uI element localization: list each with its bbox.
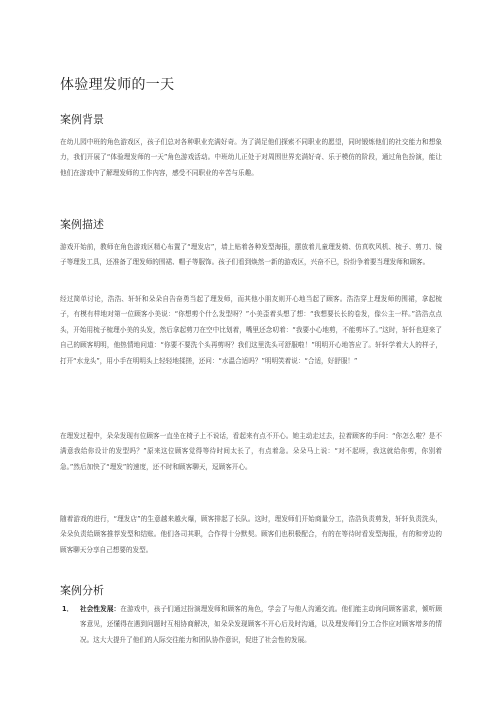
paragraph-description-2: 经过简单讨论，浩浩、轩轩和朵朵自告奋勇当起了理发师，而其他小朋友则开心地当起了顾客。浩浩穿上理发师的围裙，拿起梳子，有模有样地对第一位顾客小美说：“你想剪个什么发型呀？”小美歪着头想了想：“我想要长长的卷发，像公主一样。”浩浩点点头，开始用梳子梳理小美的头发，然后拿起剪刀在空中比划着，嘴里还念叨着：“我要小心地剪，不能剪坏了。”这时，轩轩也迎来了自己的顾客明明，他热情地问道：“你要不要洗个头再剪呀？我们这里洗头可舒服啦！”明明开心地答应了。轩轩学着大人的样子，打开“水龙头”，用小手在明明头上轻轻地揉搓，还问：“水温合适吗？”明明笑着说：“合适，好舒服！” (60, 295, 442, 365)
page-title: 体验理发师的一天 (60, 77, 175, 93)
paragraph-background: 在幼儿园中班的角色游戏区，孩子们总对各种职业充满好奇。为了满足他们探索不同职业的愿望，同时锻炼他们的社交能力和想象力，我们开展了“体验理发师的一天”角色游戏活动。中班幼儿正处于对周围世界充满好奇、乐于模仿的阶段，通过角色扮演，能让他们在游戏中了解理发师的工作内容，感受不同职业的辛苦与乐趣。 (60, 138, 442, 177)
list-item-text: 在游戏中，孩子们通过扮演理发师和顾客的角色，学会了与他人沟通交流。他们能主动询问顾客需求，倾听顾客意见，还懂得在遇到问题时互相协商解决，如朵朵发现顾客不开心后及时沟通，以及理发师们分工合作应对顾客增多的情况。这大大提升了他们的人际交往能力和团队协作意识，促进了社会性的发展。 (80, 605, 442, 644)
list-item-number: 1． (62, 605, 74, 613)
section-heading-analysis: 案例分析 (60, 584, 104, 597)
section-heading-background: 案例背景 (60, 113, 104, 126)
analysis-list (60, 602, 442, 648)
section-heading-description: 案例描述 (60, 218, 104, 231)
list-item (60, 602, 442, 648)
paragraph-description-1: 游戏开始前，教师在角色游戏区精心布置了“理发店”，墙上贴着各种发型海报，摆放着儿童理发椅、仿真吹风机、梳子、剪刀、镜子等理发工具，还准备了理发师的围裙、帽子等服饰。孩子们看到焕然一新的游戏区，兴奋不已，纷纷争着要当理发师和顾客。 (60, 243, 442, 267)
paragraph-description-4: 随着游戏的进行，“理发店”的生意越来越火爆，顾客排起了长队。这时，理发师们开始商量分工，浩浩负责剪发，轩轩负责洗头，朵朵负责给顾客推荐发型和结账。他们各司其职，合作得十分默契。顾客们也积极配合，有的在等待时看发型海报，有的和旁边的顾客聊天分享自己想要的发型。 (60, 515, 442, 554)
paragraph-description-3: 在理发过程中，朵朵发现有位顾客一直坐在椅子上不说话，看起来有点不开心。她主动走过去，拉着顾客的手问：“你怎么啦？是不满意我给你设计的发型吗？”原来这位顾客觉得等待时间太长了，有点着急。朵朵马上说：“对不起呀，我这就给你剪，你别着急。”然后加快了“理发”的速度，还不时和顾客聊天，逗顾客开心。 (60, 432, 442, 471)
list-item-term: 社会性发展： (80, 605, 121, 613)
